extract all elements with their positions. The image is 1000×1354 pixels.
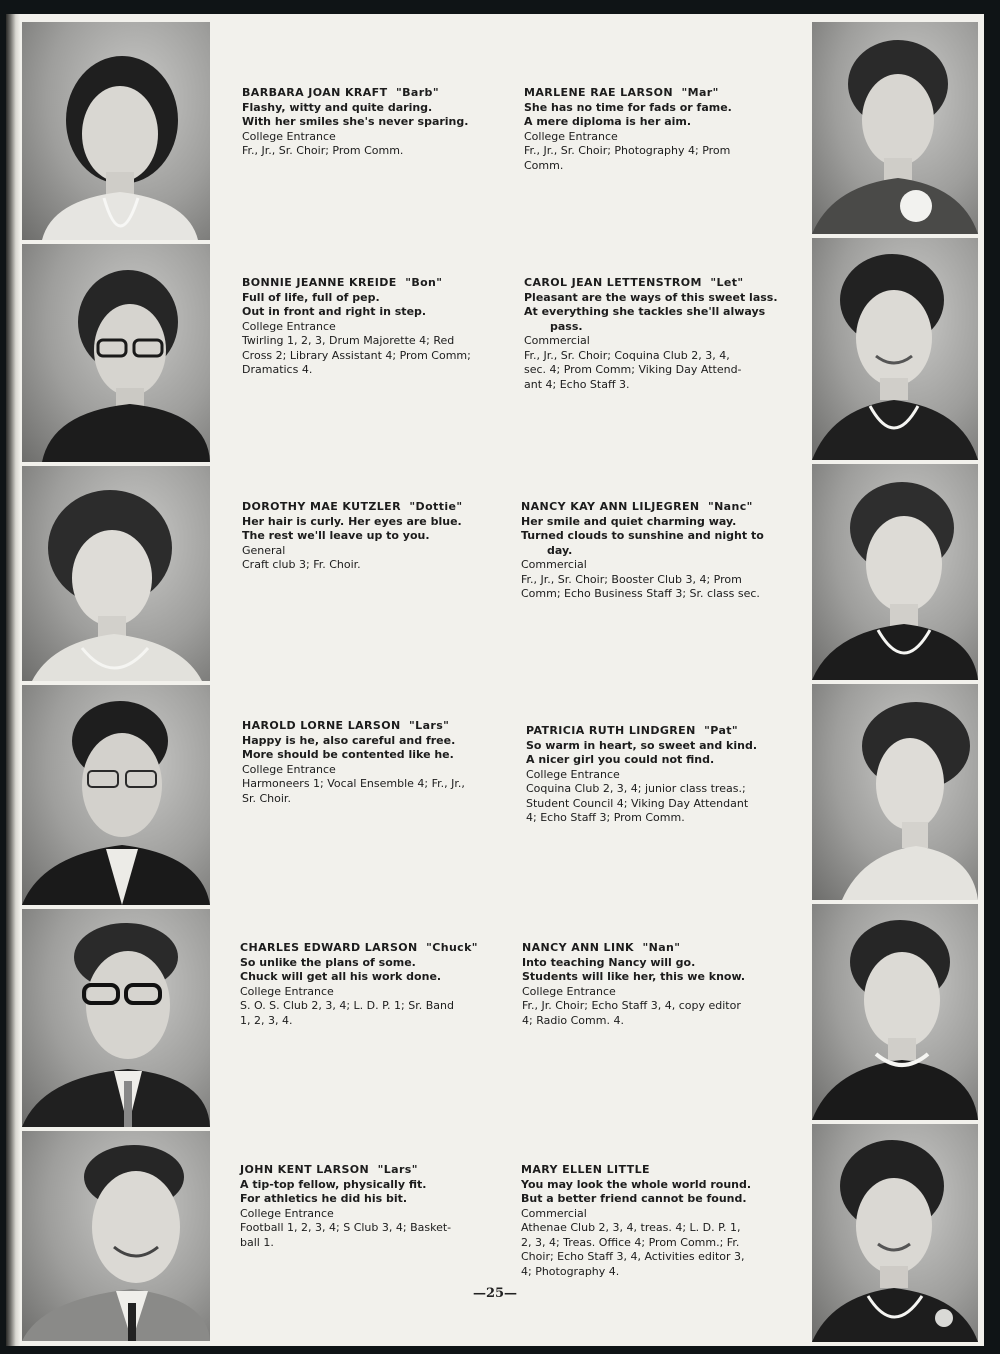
- student-name: DOROTHY MAE KUTZLER "Dottie": [242, 500, 463, 513]
- activities: Comm; Echo Business Staff 3; Sr. class sec.: [521, 587, 760, 600]
- activities: Twirling 1, 2, 3, Drum Majorette 4; Red: [242, 334, 455, 347]
- senior-entry: [521, 500, 781, 602]
- portrait-photo: [812, 22, 978, 234]
- verse-line: Happy is he, also careful and free.: [242, 733, 456, 747]
- course: General: [242, 543, 286, 557]
- verse-line: Into teaching Nancy will go.: [522, 955, 696, 969]
- verse-line: So warm in heart, so sweet and kind.: [526, 738, 758, 752]
- activities: 1, 2, 3, 4.: [240, 1013, 293, 1027]
- student-name: HAROLD LORNE LARSON "Lars": [242, 719, 450, 732]
- portrait-girl-profile-icon: [812, 684, 978, 900]
- senior-entry: [242, 719, 502, 806]
- senior-entry: [526, 724, 786, 826]
- portrait-boy-glasses-icon: [22, 685, 210, 905]
- activities: Fr., Jr., Sr. Choir; Booster Club 3, 4; Prom: [521, 572, 742, 586]
- student-name: JOHN KENT LARSON "Lars": [240, 1163, 418, 1176]
- verse-line: So unlike the plans of some.: [240, 955, 416, 969]
- verse-line: Students will like her, this we know.: [522, 970, 746, 983]
- activities: Football 1, 2, 3, 4; S Club 3, 4; Basket-: [240, 1221, 452, 1234]
- activities: Dramatics 4.: [242, 363, 313, 376]
- activities: Student Council 4; Viking Day Attendant: [526, 796, 749, 810]
- page-binding-edge: [6, 14, 20, 1346]
- verse-line: Turned clouds to sunshine and night to: [521, 529, 764, 542]
- activities: Comm.: [524, 158, 564, 172]
- verse-line: A nicer girl you could not find.: [526, 753, 715, 766]
- verse-line: More should be contented like he.: [242, 748, 454, 761]
- course: Commercial: [524, 334, 590, 347]
- portrait-girl-pearls-icon: [22, 466, 210, 681]
- verse-line: Chuck will get all his work done.: [240, 970, 442, 983]
- activities: Fr., Jr., Sr. Choir; Photography 4; Prom: [524, 144, 731, 157]
- student-name: NANCY ANN LINK "Nan": [522, 941, 681, 954]
- senior-entry: [524, 276, 784, 392]
- verse-line: Her smile and quiet charming way.: [521, 514, 737, 528]
- course: College Entrance: [242, 762, 336, 776]
- portrait-girl-flower-icon: [812, 22, 978, 234]
- senior-entry: [240, 1163, 500, 1250]
- verse-line: Full of life, full of pep.: [242, 290, 380, 304]
- student-name: MARLENE RAE LARSON "Mar": [524, 86, 719, 99]
- course: College Entrance: [524, 129, 618, 143]
- verse-line: A mere diploma is her aim.: [524, 115, 692, 128]
- activities: ball 1.: [240, 1235, 274, 1249]
- senior-entry: [521, 1163, 781, 1279]
- portrait-boy-smiling-icon: [22, 1131, 210, 1341]
- portrait-boy-tie-icon: [22, 909, 210, 1127]
- verse-line: Out in front and right in step.: [242, 305, 427, 318]
- activities: Choir; Echo Staff 3, 4, Activities editor 3,: [521, 1250, 745, 1263]
- course: College Entrance: [526, 767, 620, 781]
- senior-entry: [524, 86, 784, 173]
- activities: sec. 4; Prom Comm; Viking Day Attend-: [524, 363, 742, 376]
- portrait-photo: [22, 685, 210, 905]
- senior-entry: [522, 941, 782, 1028]
- student-name: MARY ELLEN LITTLE: [521, 1163, 650, 1176]
- course: College Entrance: [242, 319, 336, 333]
- course: Commercial: [521, 558, 587, 571]
- portrait-photo: [22, 1131, 210, 1341]
- activities: 4; Photography 4.: [521, 1264, 620, 1278]
- student-name: PATRICIA RUTH LINDGREN "Pat": [526, 724, 739, 737]
- portrait-photo: [22, 244, 210, 462]
- senior-entry: [242, 276, 502, 378]
- portrait-girl-pearls-dark-icon: [812, 464, 978, 680]
- activities: Craft club 3; Fr. Choir.: [242, 558, 361, 571]
- verse-line: But a better friend cannot be found.: [521, 1192, 747, 1205]
- verse-line: With her smiles she's never sparing.: [242, 115, 469, 128]
- senior-entry: [242, 86, 502, 159]
- activities: Cross 2; Library Assistant 4; Prom Comm;: [242, 348, 471, 362]
- senior-entry: [242, 500, 502, 573]
- portrait-girl-icon: [22, 22, 210, 240]
- verse-line: pass.: [550, 319, 583, 333]
- verse-line: At everything she tackles she'll always: [524, 305, 766, 318]
- activities: 2, 3, 4; Treas. Office 4; Prom Comm.; Fr.: [521, 1235, 740, 1249]
- portrait-photo: [22, 22, 210, 240]
- portrait-photo: [812, 464, 978, 680]
- portrait-photo: [22, 909, 210, 1127]
- verse-line: You may look the whole world round.: [521, 1177, 752, 1191]
- portrait-photo: [812, 684, 978, 900]
- portrait-photo: [22, 466, 210, 681]
- activities: Fr., Jr. Choir; Echo Staff 3, 4, copy editor: [522, 999, 741, 1012]
- verse-line: day.: [547, 543, 573, 557]
- verse-line: The rest we'll leave up to you.: [242, 529, 430, 542]
- senior-entry: [240, 941, 500, 1028]
- activities: 4; Radio Comm. 4.: [522, 1013, 624, 1027]
- student-name: CHARLES EDWARD LARSON "Chuck": [240, 941, 478, 954]
- course: College Entrance: [522, 984, 616, 998]
- activities: Athenae Club 2, 3, 4, treas. 4; L. D. P. 1,: [521, 1221, 741, 1234]
- activities: 4; Echo Staff 3; Prom Comm.: [526, 811, 685, 824]
- portrait-girl-choker-icon: [812, 904, 978, 1120]
- activities: Fr., Jr., Sr. Choir; Coquina Club 2, 3, 4,: [524, 348, 730, 362]
- student-name: CAROL JEAN LETTENSTROM "Let": [524, 276, 744, 289]
- course: College Entrance: [240, 984, 334, 998]
- verse-line: She has no time for fads or fame.: [524, 100, 732, 114]
- activities: S. O. S. Club 2, 3, 4; L. D. P. 1; Sr. Band: [240, 999, 454, 1012]
- verse-line: Flashy, witty and quite daring.: [242, 100, 433, 114]
- course: College Entrance: [240, 1206, 334, 1220]
- activities: Harmoneers 1; Vocal Ensemble 4; Fr., Jr.,: [242, 777, 465, 790]
- verse-line: Pleasant are the ways of this sweet lass.: [524, 290, 778, 304]
- student-name: BARBARA JOAN KRAFT "Barb": [242, 86, 439, 99]
- activities: Sr. Choir.: [242, 791, 291, 805]
- portrait-girl-smiling-icon: [812, 238, 978, 460]
- course: Commercial: [521, 1206, 587, 1220]
- student-name: NANCY KAY ANN LILJEGREN "Nanc": [521, 500, 753, 513]
- page-number: —25—: [472, 1286, 518, 1301]
- activities: Coquina Club 2, 3, 4; junior class treas.;: [526, 782, 746, 795]
- activities: Fr., Jr., Sr. Choir; Prom Comm.: [242, 144, 404, 157]
- student-name: BONNIE JEANNE KREIDE "Bon": [242, 276, 443, 289]
- portrait-photo: [812, 238, 978, 460]
- portrait-girl-side-part-icon: [812, 1124, 978, 1342]
- portrait-photo: [812, 904, 978, 1120]
- verse-line: A tip-top fellow, physically fit.: [240, 1177, 427, 1191]
- verse-line: Her hair is curly. Her eyes are blue.: [242, 514, 462, 528]
- activities: ant 4; Echo Staff 3.: [524, 377, 630, 391]
- portrait-photo: [812, 1124, 978, 1342]
- portrait-girl-glasses-icon: [22, 244, 210, 462]
- verse-line: For athletics he did his bit.: [240, 1192, 408, 1205]
- course: College Entrance: [242, 129, 336, 143]
